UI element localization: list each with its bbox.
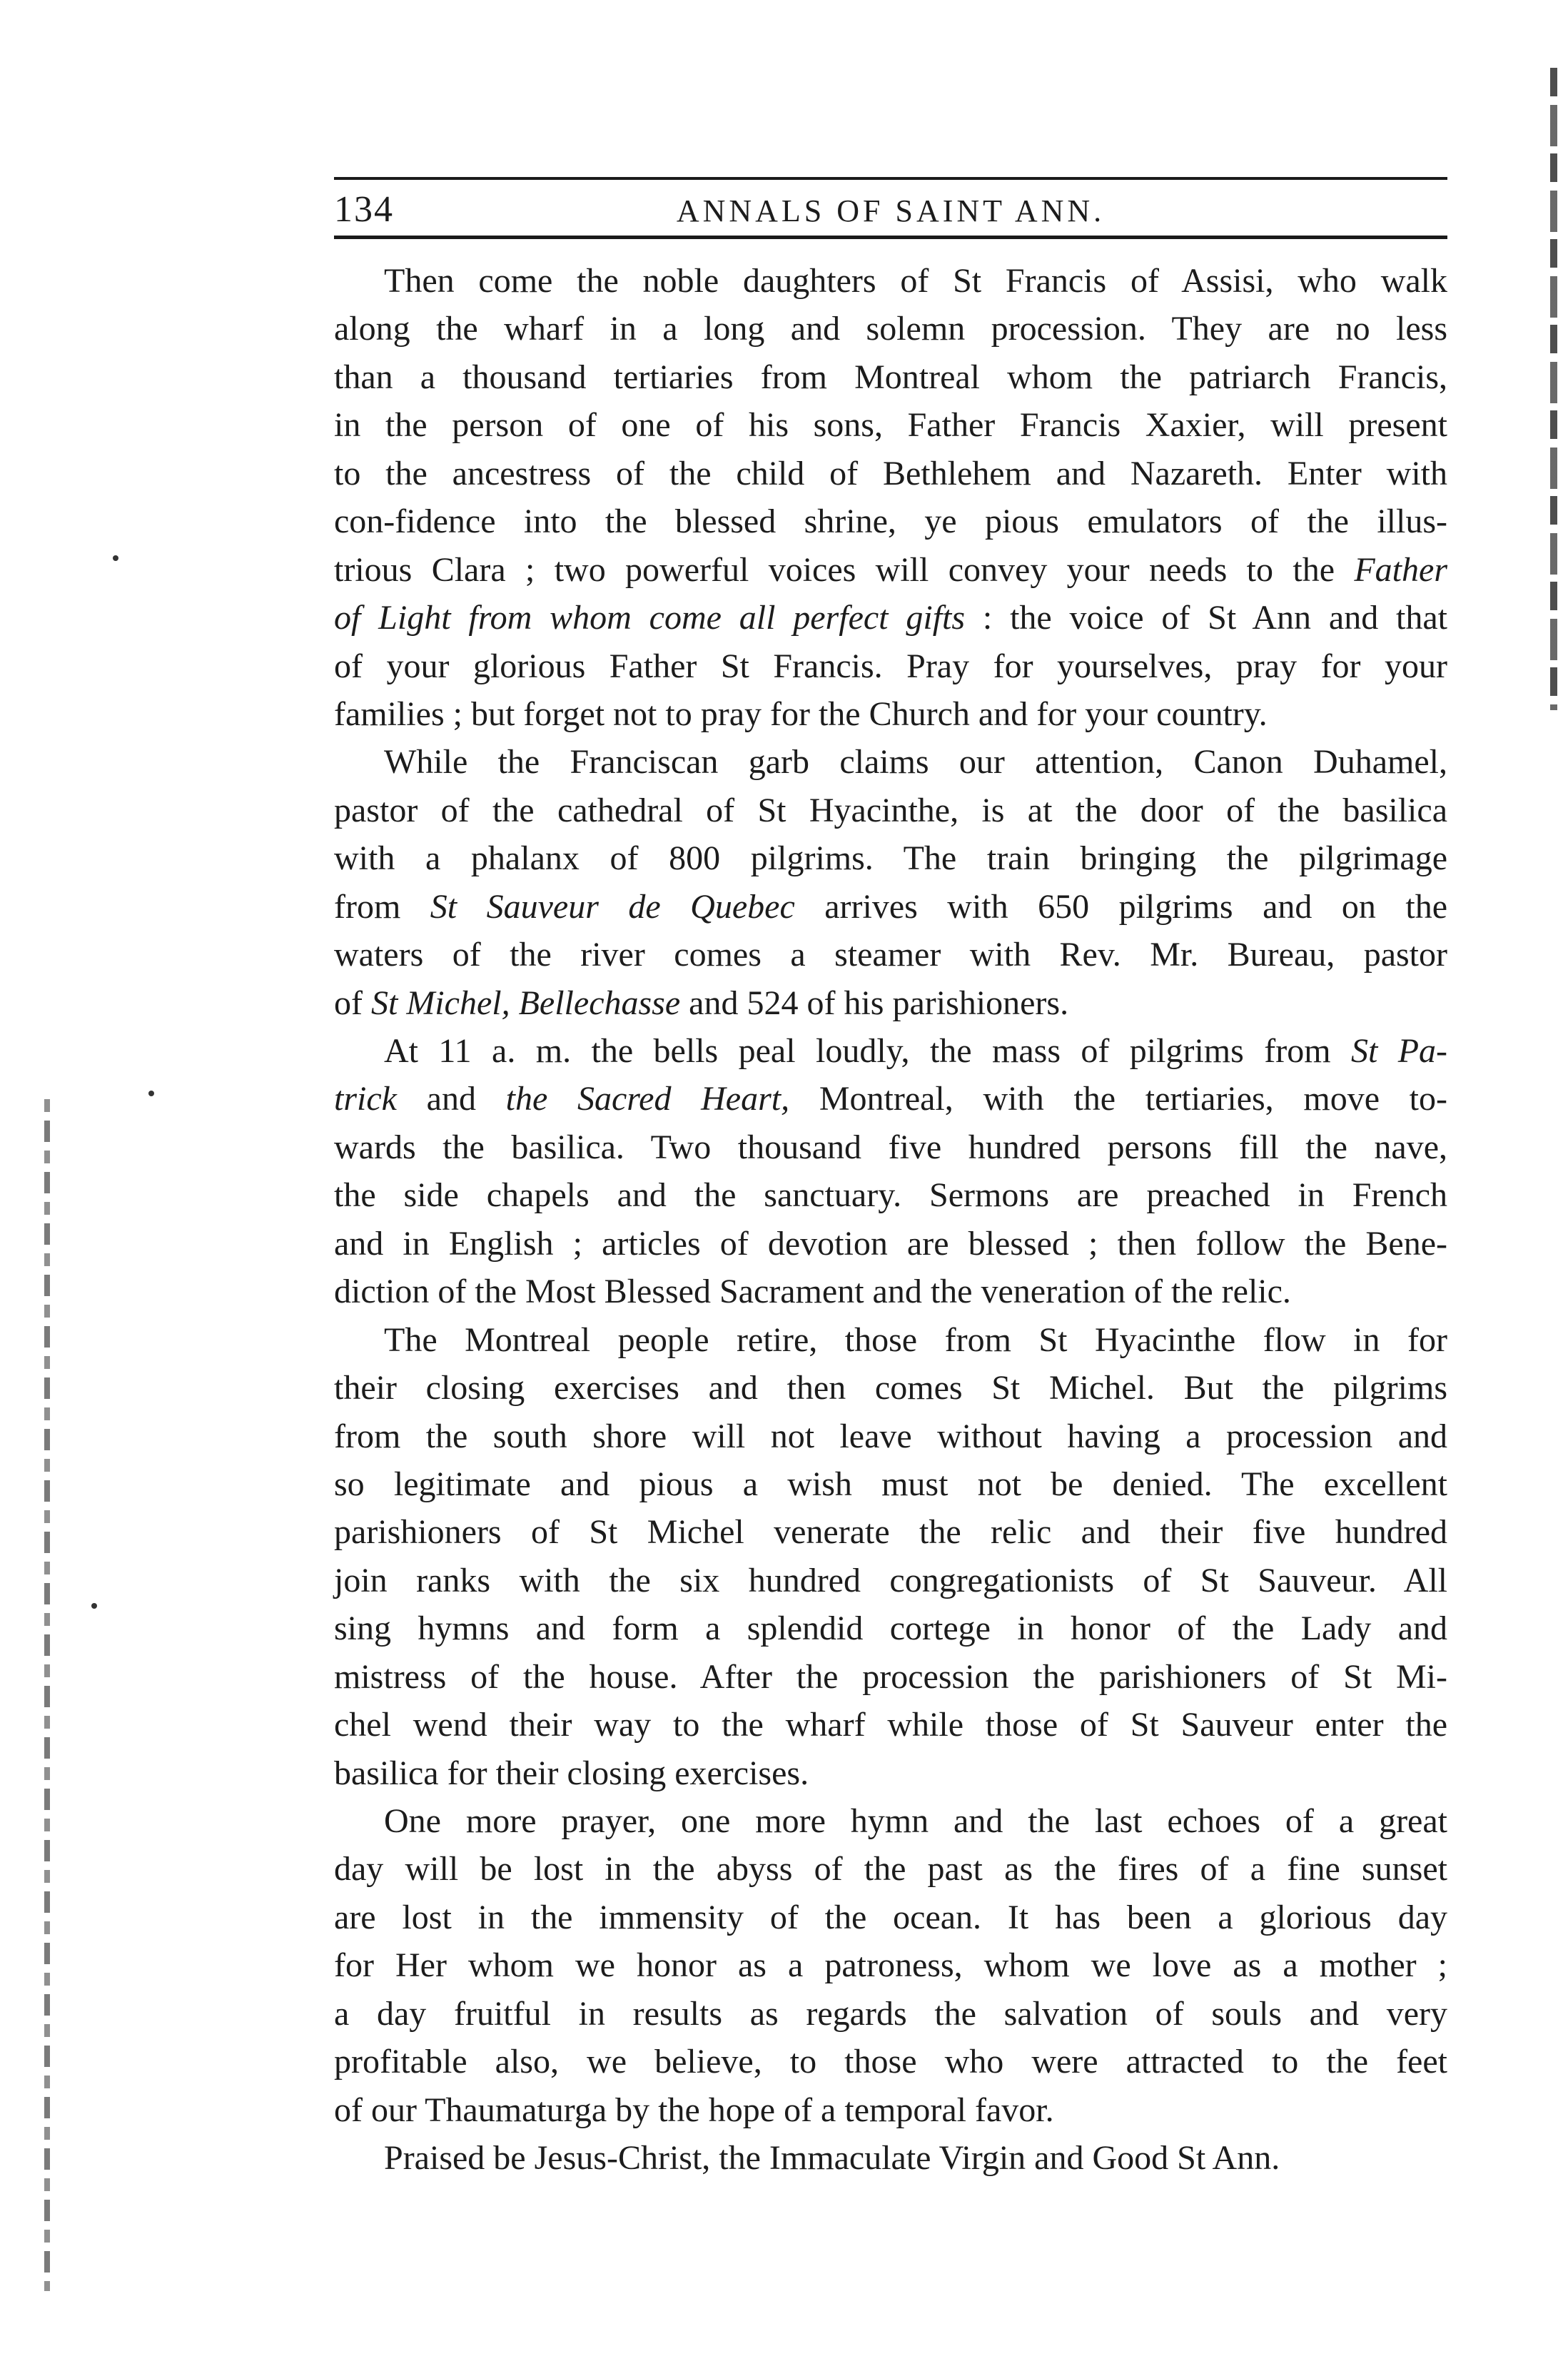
text-line-segment: and 524 of his parishioners. bbox=[680, 984, 1069, 1022]
text-line bbox=[334, 594, 1447, 642]
text-line bbox=[334, 1220, 1447, 1268]
text-line-italic: trick bbox=[334, 1080, 397, 1118]
text-line-segment: At 11 a. m. the bells peal loudly, the mass of pilgrims from bbox=[384, 1032, 1351, 1070]
header-top-rule bbox=[334, 177, 1447, 180]
text-line-italic: St Michel, Bellechasse bbox=[370, 984, 681, 1022]
scan-margin-artifact-left bbox=[44, 1099, 50, 2291]
text-line-segment: with a phalanx of 800 pilgrims. The train bringing the pilgrimage bbox=[334, 839, 1447, 878]
text-line-segment: and bbox=[396, 1080, 506, 1118]
text-line bbox=[334, 1364, 1447, 1412]
text-line-segment: day will be lost in the abyss of the past as the fires of a fine sunset bbox=[334, 1850, 1447, 1889]
text-line-segment: are lost in the immensity of the ocean. It has been a glorious day bbox=[334, 1898, 1447, 1936]
text-line bbox=[334, 642, 1447, 690]
text-line-segment: from bbox=[334, 887, 430, 926]
text-line-italic: Father bbox=[1354, 550, 1447, 589]
text-line-segment: along the wharf in a long and solemn procession. They are no less bbox=[334, 310, 1447, 348]
text-line-segment: so legitimate and pious a wish must not be denied. The excellent bbox=[334, 1465, 1447, 1503]
text-line bbox=[334, 1749, 1447, 1797]
text-line-segment: arrives with 650 pilgrims and on the bbox=[794, 887, 1447, 926]
text-line-segment: chel wend their way to the wharf while those of St Sauveur enter the bbox=[334, 1706, 1447, 1744]
text-line-segment: families ; but forget not to pray for the Church and for your country. bbox=[334, 694, 1268, 733]
text-line-segment: : the voice of St Ann and that bbox=[965, 599, 1448, 637]
text-line-segment: and in English ; articles of devotion are blessed ; then follow the Bene- bbox=[334, 1224, 1447, 1263]
text-line-segment: in the person of one of his sons, Father Francis Xaxier, will present bbox=[334, 406, 1447, 445]
text-line-italic: St Sauveur de Quebec bbox=[430, 887, 795, 926]
text-line-segment: While the Franciscan garb claims our attention, Canon Duhamel, bbox=[384, 743, 1447, 782]
text-line-segment: One more prayer, one more hymn and the last echoes of a great bbox=[384, 1802, 1447, 1840]
text-line bbox=[334, 353, 1447, 401]
body-text bbox=[334, 257, 1447, 2183]
text-line-italic: the Sacred Heart, bbox=[505, 1080, 790, 1118]
text-line-segment: Montreal, with the tertiaries, move to- bbox=[789, 1080, 1447, 1118]
text-line bbox=[334, 2134, 1447, 2182]
text-line-segment: Praised be Jesus-Christ, the Immaculate Virgin and Good St Ann. bbox=[384, 2139, 1280, 2178]
text-line-segment: parishioners of St Michel venerate the relic and their five hundred bbox=[334, 1513, 1447, 1552]
text-line-segment: profitable also, we believe, to those who were attracted to the feet bbox=[334, 2043, 1447, 2081]
text-line bbox=[334, 305, 1447, 353]
text-line bbox=[334, 1508, 1447, 1556]
text-line-segment: from the south shore will not leave without having a procession and bbox=[334, 1417, 1447, 1455]
page-header bbox=[334, 184, 1447, 234]
text-line-segment: the side chapels and the sanctuary. Sermons are preached in French bbox=[334, 1176, 1447, 1215]
running-head: ANNALS OF SAINT ANN. bbox=[676, 193, 1106, 228]
text-line bbox=[334, 1268, 1447, 1315]
scan-speck bbox=[148, 1091, 154, 1096]
text-line bbox=[334, 931, 1447, 979]
text-line-segment: The Montreal people retire, those from St Hyacinthe flow in for bbox=[384, 1320, 1447, 1359]
text-line-segment: a day fruitful in results as regards the salvation of souls and very bbox=[334, 1994, 1447, 2033]
text-line bbox=[334, 497, 1447, 545]
text-line-segment: trious Clara ; two powerful voices will convey your needs to the bbox=[334, 550, 1355, 589]
text-line bbox=[334, 1797, 1447, 1845]
text-line-segment: their closing exercises and then comes St Michel. But the pilgrims bbox=[334, 1369, 1447, 1407]
text-line bbox=[334, 690, 1447, 738]
text-line bbox=[334, 2038, 1447, 2086]
text-line-segment: of your glorious Father St Francis. Pray for yourselves, pray for your bbox=[334, 647, 1447, 685]
text-line bbox=[334, 2086, 1447, 2134]
text-line bbox=[334, 1075, 1447, 1123]
text-line bbox=[334, 1027, 1447, 1075]
scan-margin-artifact-right bbox=[1550, 68, 1557, 710]
text-line bbox=[334, 1604, 1447, 1652]
text-line bbox=[334, 1894, 1447, 1941]
text-line bbox=[334, 834, 1447, 882]
text-line bbox=[334, 1653, 1447, 1701]
text-line-segment: pastor of the cathedral of St Hyacinthe, is at the door of the basilica bbox=[334, 791, 1447, 829]
text-line bbox=[334, 1701, 1447, 1749]
text-line bbox=[334, 787, 1447, 834]
text-line-italic: of Light from whom come all perfect gifts bbox=[334, 599, 966, 637]
text-line bbox=[334, 738, 1447, 786]
page-number: 134 bbox=[334, 189, 394, 230]
text-line bbox=[334, 1171, 1447, 1219]
header-bottom-rule bbox=[334, 236, 1447, 239]
text-line-segment: diction of the Most Blessed Sacrament and the veneration of the relic. bbox=[334, 1273, 1291, 1311]
text-line bbox=[334, 1941, 1447, 1989]
text-line bbox=[334, 1123, 1447, 1171]
text-line-segment: mistress of the house. After the procession the parishioners of St Mi- bbox=[334, 1657, 1447, 1696]
text-line bbox=[334, 1460, 1447, 1508]
text-line bbox=[334, 1845, 1447, 1893]
scan-speck bbox=[91, 1603, 97, 1609]
text-line-segment: con-fidence into the blessed shrine, ye pious emulators of the illus- bbox=[334, 502, 1447, 541]
text-line-segment: waters of the river comes a steamer with Rev. Mr. Bureau, pastor bbox=[334, 936, 1447, 974]
text-line-segment: sing hymns and form a splendid cortege in honor of the Lady and bbox=[334, 1609, 1447, 1648]
text-line bbox=[334, 883, 1447, 931]
text-line bbox=[334, 450, 1447, 497]
text-line bbox=[334, 401, 1447, 449]
text-line-segment: wards the basilica. Two thousand five hundred persons fill the nave, bbox=[334, 1128, 1447, 1166]
text-line bbox=[334, 546, 1447, 594]
text-line bbox=[334, 257, 1447, 305]
text-line bbox=[334, 1557, 1447, 1604]
text-line bbox=[334, 1990, 1447, 2038]
scan-speck bbox=[113, 555, 118, 561]
text-line-italic: St Pa- bbox=[1350, 1032, 1448, 1070]
text-line-segment: basilica for their closing exercises. bbox=[334, 1754, 809, 1792]
text-line-segment: of bbox=[334, 984, 371, 1022]
text-line-segment: for Her whom we honor as a patroness, whom we love as a mother ; bbox=[334, 1946, 1447, 1985]
text-line bbox=[334, 1316, 1447, 1364]
text-line-segment: of our Thaumaturga by the hope of a temporal favor. bbox=[334, 2091, 1054, 2129]
text-line-segment: than a thousand tertiaries from Montreal whom the patriarch Francis, bbox=[334, 358, 1447, 396]
text-line bbox=[334, 1412, 1447, 1460]
text-line bbox=[334, 979, 1447, 1027]
text-line-segment: to the ancestress of the child of Bethlehem and Nazareth. Enter with bbox=[334, 454, 1447, 492]
text-line-segment: join ranks with the six hundred congregationists of St Sauveur. All bbox=[334, 1561, 1447, 1599]
text-line-segment: Then come the noble daughters of St Francis of Assisi, who walk bbox=[384, 262, 1447, 300]
